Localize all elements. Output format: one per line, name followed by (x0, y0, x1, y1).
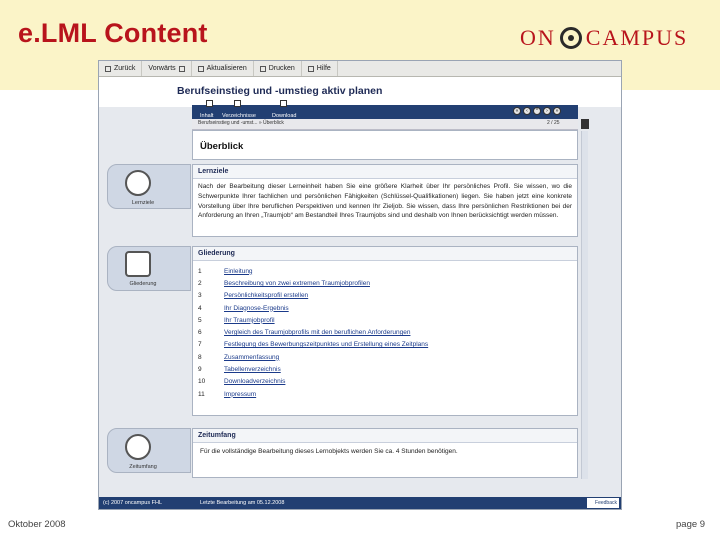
sidebar-item-zeitumfang[interactable] (107, 428, 191, 473)
list-item: 11 Impressum (198, 390, 257, 398)
page-heading: Überblick (200, 141, 244, 152)
up-icon[interactable]: ^ (533, 107, 541, 115)
zeitumfang-panel (192, 428, 578, 478)
module-title: Berufseinstieg und -umstieg aktiv planen (177, 85, 383, 97)
logo-text-right: CAMPUS (585, 25, 689, 50)
toc-link[interactable]: Zusammenfassung (224, 353, 280, 361)
last-page-icon[interactable]: » (553, 107, 561, 115)
sidebar-item-gliederung[interactable] (107, 246, 191, 291)
logo-text-left: ON (520, 25, 556, 50)
back-icon (105, 66, 111, 72)
slide-title: e.LML Content (18, 18, 208, 48)
next-page-icon[interactable]: › (543, 107, 551, 115)
logo-circle-icon (560, 27, 582, 49)
list-item: 2 Beschreibung von zwei extremen Traumjobprofilen (198, 279, 370, 287)
zeitumfang-text: Für die vollständige Bearbeitung dieses Lernobjekts werden Sie ca. 4 Stunden benötigen. (200, 448, 458, 455)
list-item: 9 Tabellenverzeichnis (198, 366, 281, 374)
browser-toolbar (99, 61, 621, 77)
page-number: page 9 (676, 519, 706, 530)
refresh-icon (198, 66, 204, 72)
module-header (99, 77, 621, 107)
page-heading-box (192, 130, 578, 160)
sidebar-item-label: Zeitumfang (129, 464, 157, 470)
list-item: 1 Einleitung (198, 267, 253, 275)
list-item: 3 Persönlichkeitsprofil erstellen (198, 292, 309, 300)
outline-list-icon (125, 251, 151, 277)
lernziele-panel (192, 164, 578, 237)
first-page-icon[interactable]: « (513, 107, 521, 115)
oncampus-logo (520, 24, 688, 52)
table-of-contents (193, 261, 577, 404)
footer-date: Oktober 2008 (8, 519, 66, 530)
toc-link[interactable]: Einleitung (224, 267, 253, 275)
toc-link[interactable]: Vergleich des Traumjobprofils mit den beruflichen Anforderungen (224, 329, 411, 337)
list-item: 8 Zusammenfassung (198, 353, 280, 361)
toc-link[interactable]: Persönlichkeitsprofil erstellen (224, 292, 309, 300)
stopwatch-icon (125, 434, 151, 460)
gliederung-panel (192, 246, 578, 416)
sidebar-item-label: Gliederung (129, 281, 157, 287)
toc-link[interactable]: Ihr Diagnose-Ergebnis (224, 304, 289, 312)
forward-icon (179, 66, 185, 72)
list-icon (234, 100, 241, 107)
printer-icon (260, 66, 266, 72)
target-icon (125, 170, 151, 196)
download-icon (280, 100, 287, 107)
forward-button[interactable]: Vorwärts (142, 61, 191, 76)
list-item: 10 Downloadverzeichnis (198, 378, 286, 386)
feedback-button[interactable]: Feedback (587, 498, 619, 508)
zeitumfang-heading: Zeitumfang (193, 429, 577, 443)
content-scrollbar[interactable] (581, 131, 588, 479)
toc-link[interactable]: Downloadverzeichnis (224, 378, 286, 386)
print-page-icon[interactable] (581, 119, 589, 129)
breadcrumb[interactable]: Berufseinstieg und -umst... » Überblick (198, 120, 284, 126)
back-button[interactable]: Zurück (99, 61, 142, 76)
elml-screenshot (98, 60, 622, 510)
toc-link[interactable]: Tabellenverzeichnis (224, 366, 281, 374)
toc-link[interactable]: Festlegung des Bewerbungszeitpunktes und Erstellung eines Zeitplans (224, 341, 429, 349)
help-button[interactable]: Hilfe (302, 61, 338, 76)
toc-link[interactable]: Impressum (224, 390, 257, 398)
toc-link[interactable]: Ihr Traumjobprofil (224, 316, 275, 324)
status-bar (99, 497, 621, 510)
page-nav-buttons (513, 107, 561, 115)
page-counter: 2 / 25 (547, 120, 560, 126)
lernziele-text: Nach der Bearbeitung dieser Lerneinheit haben Sie eine größere Klarheit über Ihr persönliches Profil. Sie wissen, wo die Schwerpunkte Ihrer fachlichen und persönlichen Fähigkeiten (Schlüssel-Qualifikationen) liegen. Sie haben jetzt eine konkrete Vorstellung über Ihre beruflichen Perspektiven und kennen Ihr Zieljob. Sie wissen, dass Ihre persönlichen Restriktionen bei der Anforderung an Ihren „Traumjob“ am Bestandteil Ihres Traumjobs sind und deshalb von Ihnen berücksichtigt werden müssen. (198, 183, 572, 220)
gliederung-heading: Gliederung (193, 247, 577, 261)
help-icon (308, 66, 314, 72)
lernziele-heading: Lernziele (193, 165, 577, 179)
refresh-button[interactable]: Aktualisieren (192, 61, 254, 76)
prev-page-icon[interactable]: ‹ (523, 107, 531, 115)
tab-verzeichnisse[interactable]: Verzeichnisse (222, 105, 256, 120)
breadcrumb-bar (192, 119, 578, 130)
list-item: 4 Ihr Diagnose-Ergebnis (198, 304, 289, 312)
sidebar-item-lernziele[interactable] (107, 164, 191, 209)
sidebar-item-label: Lernziele (131, 200, 155, 206)
copyright-text: (c) 2007 oncampus FHL (103, 500, 162, 506)
last-edit-text: Letzte Bearbeitung am 05.12.2008 (200, 500, 285, 506)
tab-download[interactable]: Download (272, 105, 296, 120)
list-item: 7 Festlegung des Bewerbungszeitpunktes und Erstellung eines Zeitplans (198, 341, 429, 349)
book-icon (206, 100, 213, 107)
list-item: 6 Vergleich des Traumjobprofils mit den beruflichen Anforderungen (198, 329, 411, 337)
print-button[interactable]: Drucken (254, 61, 302, 76)
tab-inhalt[interactable]: Inhalt (200, 105, 213, 120)
list-item: 5 Ihr Traumjobprofil (198, 316, 275, 324)
toc-link[interactable]: Beschreibung von zwei extremen Traumjobprofilen (224, 279, 370, 287)
